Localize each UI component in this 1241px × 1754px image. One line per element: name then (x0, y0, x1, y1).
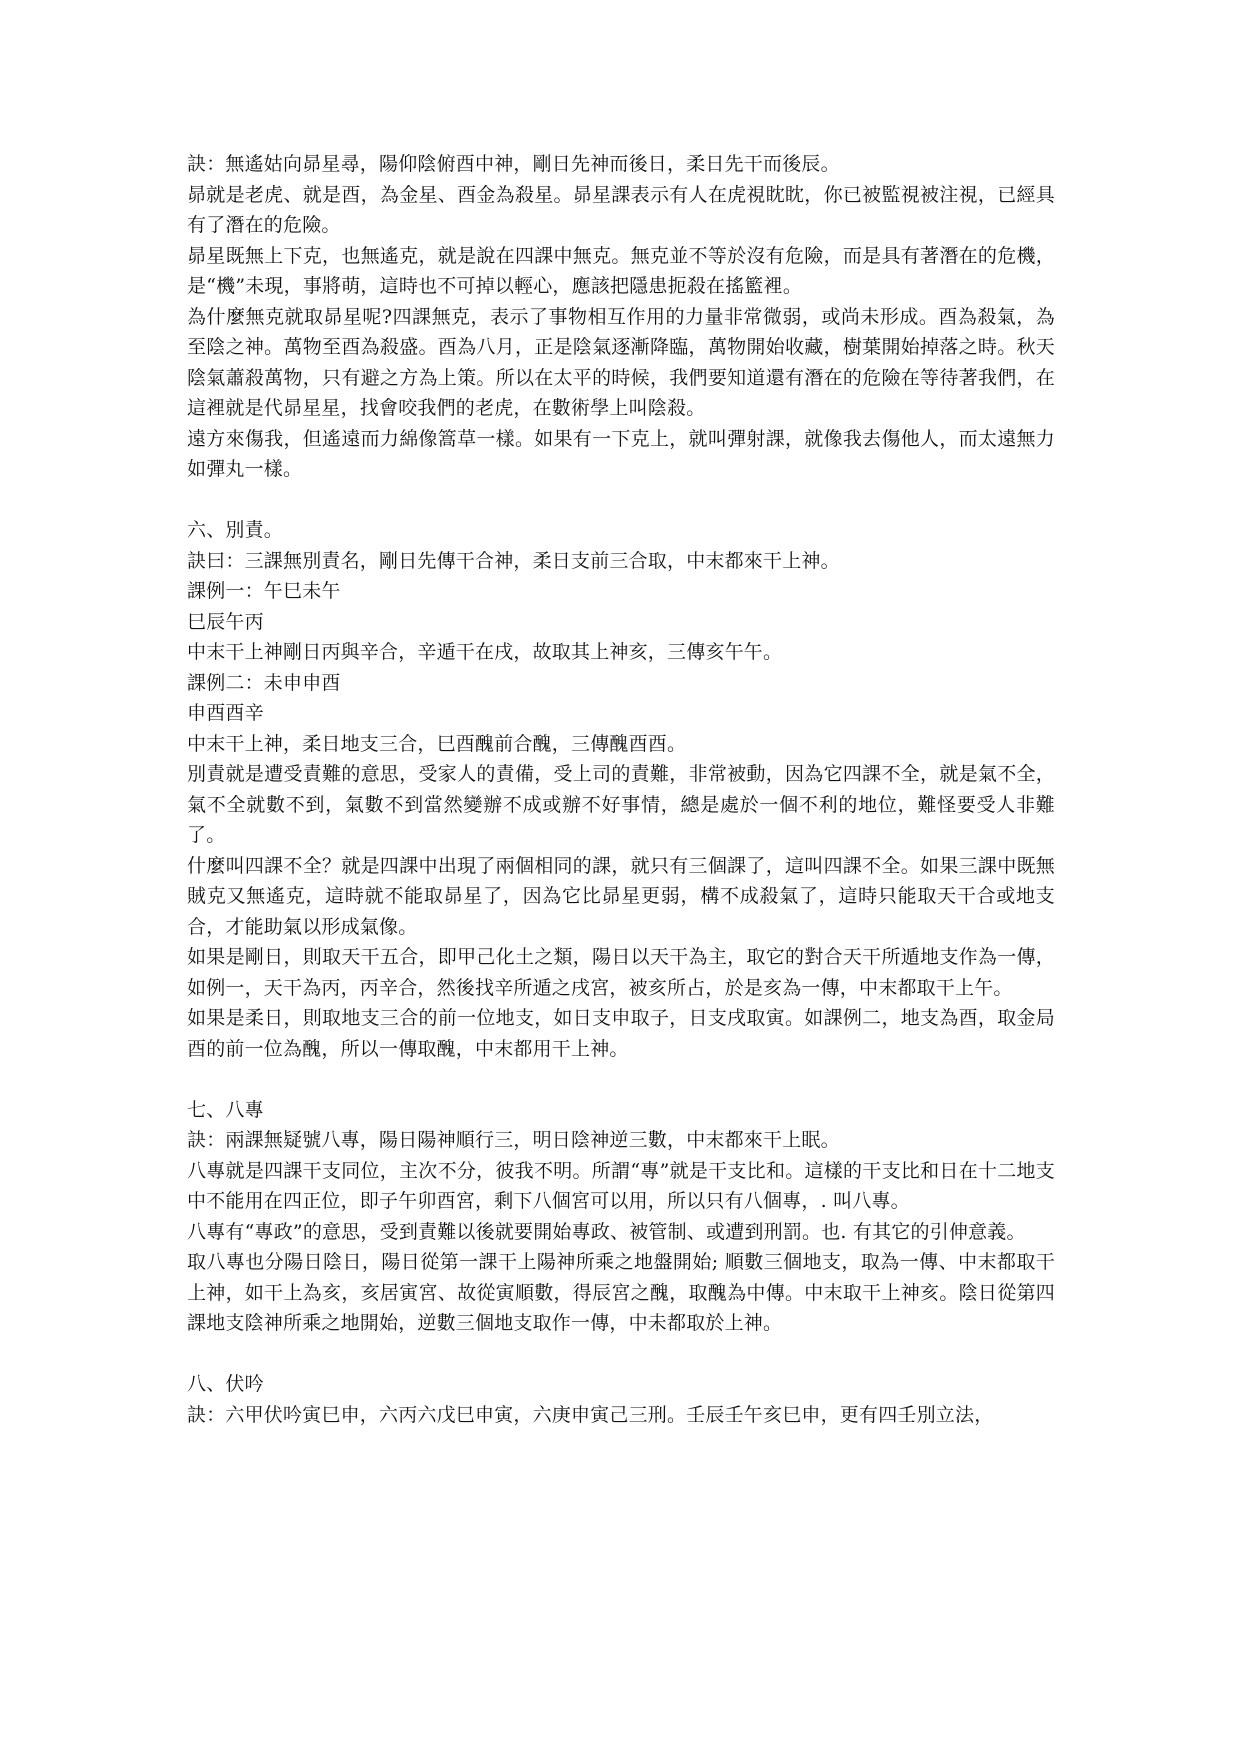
document-page (187, 149, 1055, 1430)
paragraph: 取八專也分陽日陰日，陽日從第一課干上陽神所乘之地盤開始; 順數三個地支，取為一傳、中末都取干上神，如干上為亥，亥居寅宮、故從寅順數，得辰宮之醜，取醜為中傳。中末取干上神亥。陰日從第四課地支陰神所乘之地開始，逆數三個地支取作一傳，中未都取於上神。 (187, 1251, 1055, 1334)
paragraph: 巳辰午丙 (187, 610, 264, 633)
paragraph: 中末干上神，柔日地支三合，巳酉醜前合醜，三傳醜酉酉。 (187, 732, 687, 755)
section-spacer (187, 1064, 1055, 1095)
paragraph: 如果是柔日，則取地支三合的前一位地支，如日支申取子，日支戌取寅。如課例二，地支為酉，取金局酉的前一位為醜，所以一傳取醜，中末都用干上神。 (187, 1007, 1055, 1060)
paragraph: 為什麼無克就取昴星呢?四課無克，表示了事物相互作用的力量非常微弱，或尚未形成。酉為殺氣，為至陰之神。萬物至酉為殺盛。酉為八月，正是陰氣逐漸降臨，萬物開始收藏，樹葉開始掉落之時。秋天陰氣蕭殺萬物，只有避之方為上策。所以在太平的時候，我們要知道還有潛在的危險在等待著我們，在這裡就是代昴星星，找會咬我們的老虎，在數術學上叫陰殺。 (187, 305, 1055, 419)
paragraph: 訣曰：三課無別責名，剛日先傳干合神，柔日支前三合取，中末都來干上神。 (187, 549, 840, 572)
section-heading: 六、別責。 (187, 519, 284, 541)
paragraph: 昴星既無上下克，也無遙克，就是說在四課中無克。無克並不等於沒有危險，而是具有著潛在的危機，是“機”未現，事將萌，這時也不可掉以輕心，應該把隱患扼殺在搖籃裡。 (187, 244, 1055, 297)
section-spacer (187, 485, 1055, 516)
section-spacer (187, 1339, 1055, 1370)
paragraph: 課例一：午巳未午 (187, 580, 341, 602)
paragraph: 訣：六甲伏吟寅巳申，六丙六戊巳申寅，六庚申寅己三刑。壬辰壬午亥巳申，更有四壬別立法， (187, 1403, 994, 1426)
paragraph: 別責就是遭受責難的意思，受家人的責備，受上司的責難，非常被動，因為它四課不全，就是氣不全，氣不全就數不到，氣數不到當然變辦不成或辦不好事情，總是處於一個不利的地位，難怪要受人非難了。 (187, 763, 1055, 846)
section-biezi (187, 515, 1055, 1064)
paragraph: 訣：兩課無疑號八專，陽日陽神順行三，明日陰神逆三數，中末都來干上眠。 (187, 1129, 840, 1151)
paragraph: 如果是剛日，則取天干五合，即甲己化土之類，陽日以天干為主，取它的對合天干所遁地支作為一傳，如例一，天干為丙，丙辛合，然後找辛所遁之戌宮，被亥所占，於是亥為一傳，中末都取干上午。 (187, 946, 1055, 999)
paragraph: 八專就是四課干支同位，主次不分，彼我不明。所謂“專”就是干支比和。這樣的干支比和日在十二地支中不能用在四正位，即子午卯酉宮，剩下八個宮可以用，所以只有八個專，. 叫八專。 (187, 1159, 1055, 1212)
paragraph: 遠方來傷我，但遙遠而力綿像篙草一樣。如果有一下克上，就叫彈射課，就像我去傷他人，而太遠無力如彈丸一樣。 (187, 427, 1055, 480)
paragraph: 昴就是老虎、就是酉，為金星、酉金為殺星。昴星課表示有人在虎視眈眈，你已被監視被注視，已經具有了潛在的危險。 (187, 183, 1055, 236)
paragraph: 課例二：未申申酉 (187, 671, 341, 694)
paragraph: 什麼叫四課不全？就是四課中出現了兩個相同的課，就只有三個課了，這叫四課不全。如果三課中既無賊克又無遙克，這時就不能取昴星了，因為它比昴星更弱，構不成殺氣了，這時只能取天干合或地支合，才能助氣以形成氣像。 (187, 854, 1055, 938)
section-heading: 七、八專 (187, 1098, 264, 1121)
section-fuyin (187, 1369, 1055, 1430)
section-angxing (187, 149, 1055, 485)
paragraph: 中末干上神剛日丙與辛合，辛遁干在戌，故取其上神亥，三傳亥午午。 (187, 641, 783, 663)
section-heading: 八、伏吟 (187, 1373, 264, 1395)
paragraph: 訣：無遙姑向昴星尋，陽仰陰俯酉中神，剛日先神而後日，柔日先干而後辰。 (187, 153, 840, 175)
section-bazhuan (187, 1095, 1055, 1339)
paragraph: 八專有“專政”的意思，受到責難以後就要開始專政、被管制、或遭到刑罰。也. 有其它的引伸意義。 (187, 1220, 1026, 1243)
paragraph: 申酉酉辛 (187, 702, 264, 724)
